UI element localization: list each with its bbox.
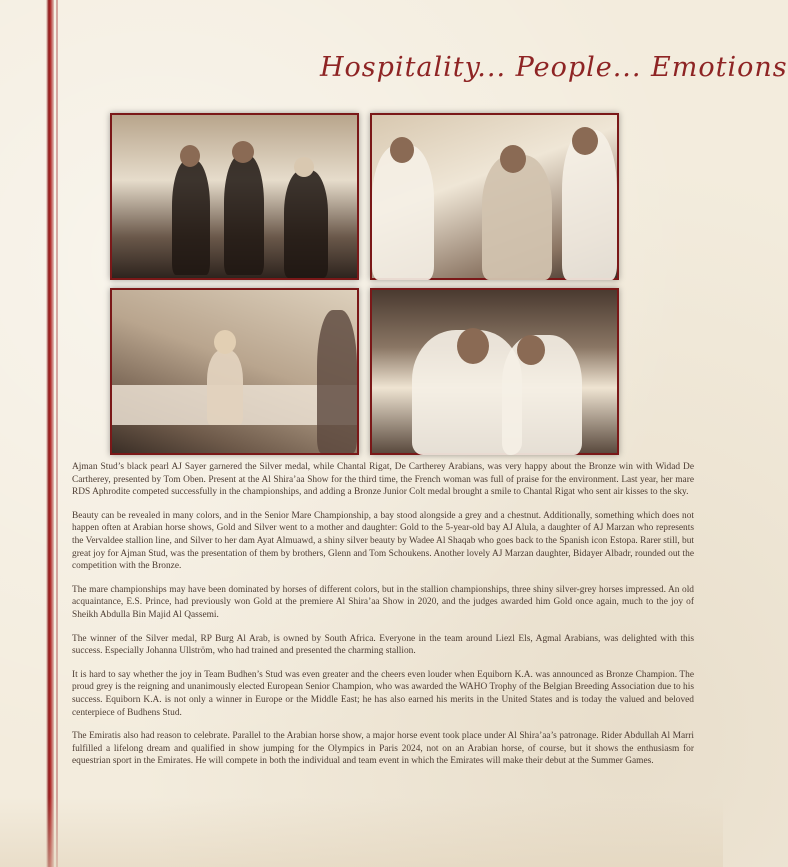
article-paragraph: The winner of the Silver medal, RP Burg Al Arab, is owned by South Africa. Everyone in the team around Liezl Els, Agmal Arabians, was delighted with this success. Especially Johanna Ullström, who had trained and presented the charming stallion. — [72, 633, 694, 657]
decorative-red-stripe-thin — [56, 0, 58, 867]
photo-figure-head — [390, 137, 414, 163]
photo-figure-head — [500, 145, 526, 173]
photo-figure — [284, 170, 328, 278]
photo-figure-head — [572, 127, 598, 155]
photo-dining-child — [110, 288, 359, 455]
article-paragraph: Ajman Stud’s black pearl AJ Sayer garnered the Silver medal, while Chantal Rigat, De Cartherey Arabians, was very happy about the Bronze win with Widad De Cartherey, presented by Tom Oben. Present at the Al Shira’aa Show for the third time, the French woman was full of praise for the environment. Last year, her mare RDS Aphrodite competed successfully in the championships, and adding a Bronze Junior Colt medal brought a smile to Chantal Rigat who sent air kisses to the sky. — [72, 462, 694, 498]
photo-figure-head — [517, 335, 545, 365]
article-paragraph: The Emiratis also had reason to celebrate. Parallel to the Arabian horse show, a major horse event took place under Al Shira’aa’s patronage. Rider Abdullah Al Marri fulfilled a lifelong dream and qualified in show jumping for the Olympics in Paris 2024, not on an Arabian horse, of course, but it shows the enthusiasm for equestrian sport in the Emirates. He will compete in both the individual and team event in which the Emirates will make their debut at the Summer Games. — [72, 731, 694, 767]
photo-visitors-walking — [110, 113, 359, 280]
photo-figure-head — [232, 141, 254, 163]
article-paragraph: It is hard to say whether the joy in Team Budhen’s Stud was even greater and the cheers even louder when Equiborn K.A. was announced as Bronze Champion. The proud grey is the reigning and unanimously elected European Senior Champion, who was awarded the WAHO Trophy of the Belgian Breeding Association due to his success. Equiborn K.A. is not only a winner in Europe or the Middle East; he has also earned his merits in the United States and is today the valued and beloved centerpiece of Budhens Stud. — [72, 669, 694, 718]
photo-figure — [482, 155, 552, 280]
photo-figure — [207, 350, 243, 425]
photo-figure-head — [180, 145, 200, 167]
photo-figure — [317, 310, 357, 453]
decorative-red-stripe — [46, 0, 54, 867]
article-body — [72, 461, 694, 779]
photo-man-and-boy-phone — [370, 288, 619, 455]
article-paragraph: Beauty can be revealed in many colors, and in the Senior Mare Championship, a bay stood alongside a grey and a chestnut. Additionally, something which does not happen often at Arabian horse shows, Gold and Silver went to a mother and daughter: Gold to the 5-year-old bay AJ Alula, a daughter of AJ Marzan who represents the Vervaldee stallion line, and Silver to her dam Ayat Almuawd, a shiny silver beauty by Wadee Al Shaqab who goes back to the Spanish icon Estopa. Rarer still, but great joy for Ajman Stud, was the presentation of them by brothers, Glenn and Tom Schoukens. Another lovely AJ Marzan daughter, Bidayer Albadr, rounded out the competition with the Bronze. — [72, 510, 694, 572]
photo-men-in-conversation — [370, 113, 619, 280]
photo-figure-head — [214, 330, 236, 354]
photo-figure-head — [457, 328, 489, 364]
photo-figure — [224, 155, 264, 275]
photo-figure-head — [294, 157, 314, 177]
photo-figure — [172, 160, 210, 275]
photo-figure — [372, 145, 434, 280]
page-headline: Hospitality... People... Emotions — [320, 52, 788, 83]
article-paragraph: The mare championships may have been dominated by horses of different colors, but in the stallion championships, three shiny silver-grey horses impressed. An old acquaintance, E.S. Prince, had previously won Gold at the premiere Al Shira’aa Show in 2020, and the judges awarded him Gold once again, much to the joy of Sheikh Abdulla Bin Majid Al Qassemi. — [72, 584, 694, 620]
decorative-bottom-texture — [0, 797, 723, 867]
